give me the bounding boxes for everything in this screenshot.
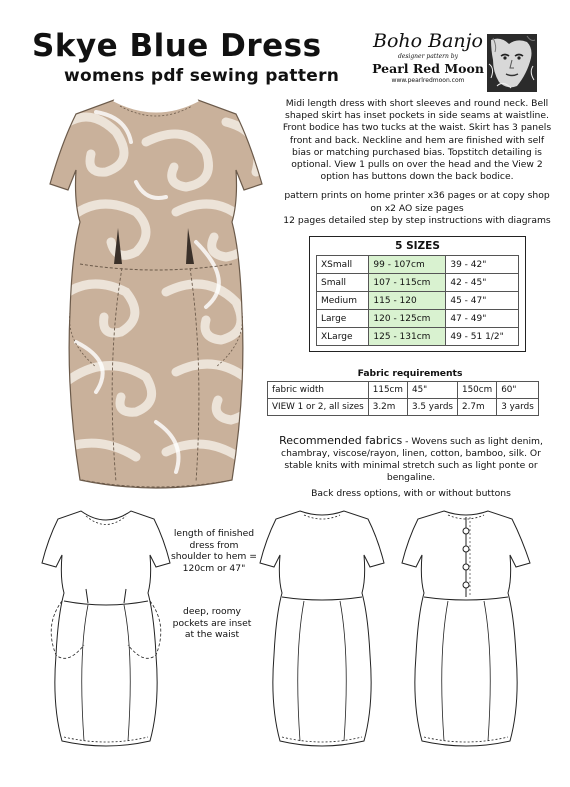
- size-inch: 39 - 42": [446, 256, 519, 274]
- recommended-text: - Wovens such as light denim, chambray, viscose/rayon, linen, cotton, bamboo, silk. Or stable knits with minimal stretch such as light ponte or bengaline.: [281, 436, 543, 483]
- flat-back-view-plain: [252, 505, 392, 750]
- description-main: Midi length dress with short sleeves and round neck. Bell shaped skirt has inset pockets in side seams at waistline. Front bodice has two tucks at the waist. Skirt has 3 panels front and back. Neckline and hem are finished with self bias or matching purchased bias. Topstitch detailing is optional. View 1 pulls on over the head and the View 2 option has buttons down the back bodice.: [282, 98, 552, 183]
- brand-maker: Pearl Red Moon: [372, 61, 484, 76]
- size-inch: 42 - 45": [446, 274, 519, 292]
- fabric-cell: 2.7m: [457, 399, 496, 416]
- size-name: Large: [317, 310, 369, 328]
- pocket-note: deep, roomy pockets are inset at the waist: [172, 606, 252, 640]
- brand-name: Boho Banjo: [373, 30, 483, 52]
- size-row: [317, 274, 519, 292]
- brand-logo-face-icon: [487, 34, 537, 92]
- size-row: [317, 310, 519, 328]
- description-instructions: 12 pages detailed step by step instructions with diagrams: [283, 214, 551, 226]
- size-inch: 49 - 51 1/2": [446, 328, 519, 346]
- brand-sub: designer pattern by: [397, 53, 459, 60]
- dress-illustration-colour: [36, 92, 276, 498]
- fabric-cell: fabric width: [268, 382, 369, 399]
- size-cm: 125 - 131cm: [369, 328, 446, 346]
- size-row: [317, 328, 519, 346]
- size-name: XSmall: [317, 256, 369, 274]
- fabric-row: [268, 382, 539, 399]
- sizes-box: [309, 236, 526, 352]
- fabric-cell: 3.5 yards: [407, 399, 457, 416]
- flat-front-view: [36, 505, 176, 750]
- flat-back-view-buttons: [394, 505, 539, 750]
- length-note: length of finished dress from shoulder to hem = 120cm or 47": [171, 528, 257, 574]
- brand-block: [358, 30, 498, 84]
- size-cm: 107 - 115cm: [369, 274, 446, 292]
- back-options-caption: Back dress options, with or without buttons: [311, 488, 511, 499]
- fabric-cell: 3.2m: [368, 399, 407, 416]
- fabric-cell: 115cm: [368, 382, 407, 399]
- size-name: Medium: [317, 292, 369, 310]
- description: [282, 98, 552, 234]
- brand-url: www.pearlredmoon.com: [391, 77, 465, 84]
- sizes-title: 5 SIZES: [395, 240, 440, 252]
- size-cm: 99 - 107cm: [369, 256, 446, 274]
- fabric-row: [268, 399, 539, 416]
- size-cm: 115 - 120: [369, 292, 446, 310]
- recommended-heading: Recommended fabrics: [279, 434, 403, 447]
- size-name: Small: [317, 274, 369, 292]
- page-subtitle: womens pdf sewing pattern: [64, 66, 340, 86]
- size-name: XLarge: [317, 328, 369, 346]
- description-printing: pattern prints on home printer x36 pages or at copy shop on x2 AO size pages: [284, 190, 550, 214]
- fabric-cell: 60": [497, 382, 539, 399]
- fabric-cell: 150cm: [457, 382, 496, 399]
- size-row: [317, 256, 519, 274]
- fabric-cell: 3 yards: [497, 399, 539, 416]
- sizes-table: [316, 255, 519, 346]
- recommended-fabrics: [266, 435, 556, 484]
- fabric-table: [267, 381, 539, 416]
- size-inch: 47 - 49": [446, 310, 519, 328]
- fabric-cell: 45": [407, 382, 457, 399]
- size-cm: 120 - 125cm: [369, 310, 446, 328]
- page-title: Skye Blue Dress: [32, 28, 322, 64]
- size-inch: 45 - 47": [446, 292, 519, 310]
- fabric-cell: VIEW 1 or 2, all sizes: [268, 399, 369, 416]
- fabric-title: Fabric requirements: [357, 368, 463, 379]
- size-row: [317, 292, 519, 310]
